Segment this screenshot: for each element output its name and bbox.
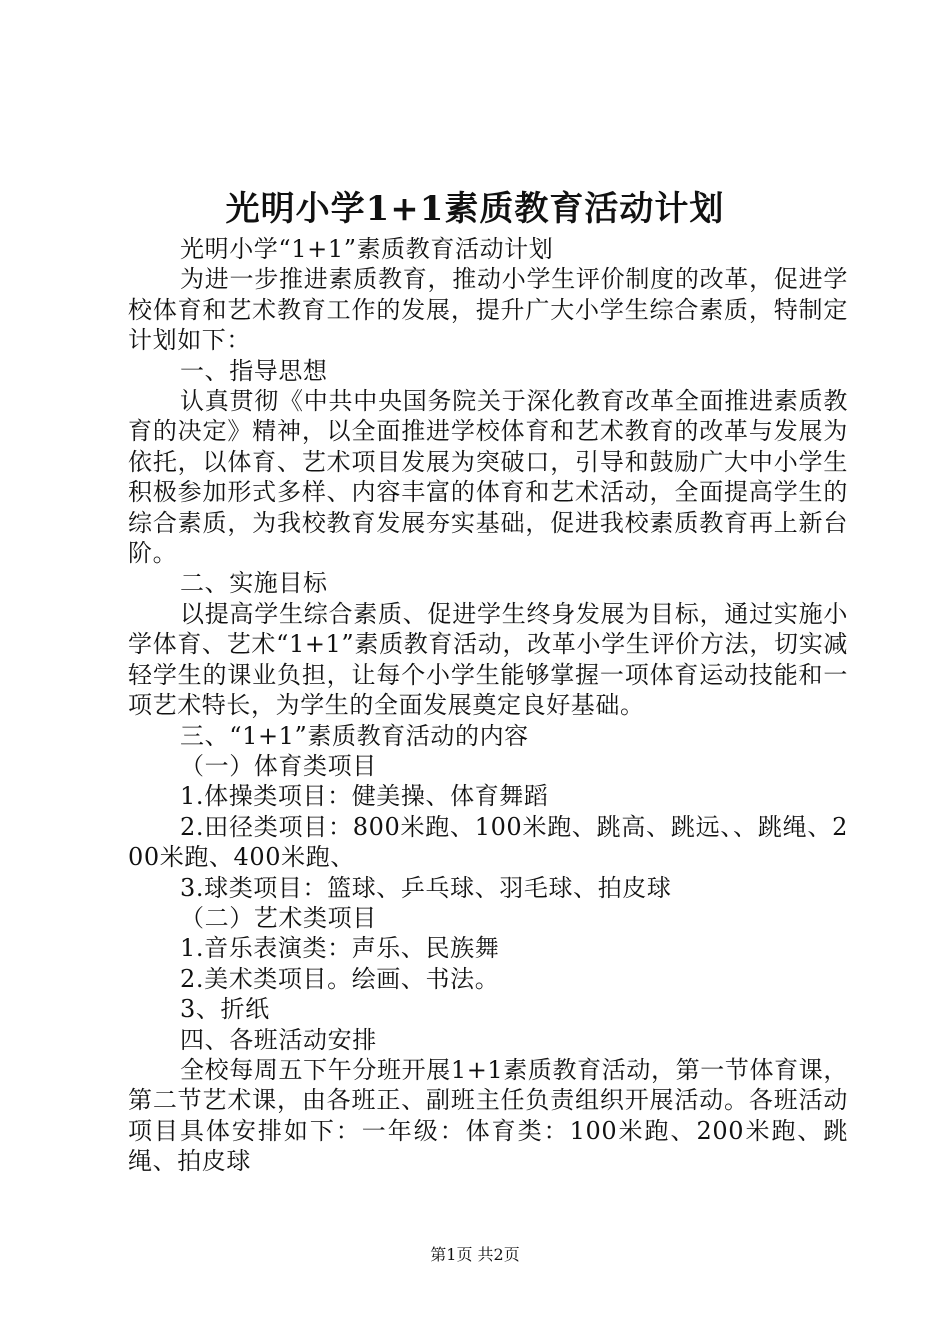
document-title: 光明小学1+1素质教育活动计划 bbox=[225, 189, 725, 229]
page-footer: 第1页 共2页 bbox=[430, 1245, 520, 1264]
section-heading-2: 二、实施目标 bbox=[180, 569, 328, 598]
intro-paragraph: 为进一步推进素质教育，推动小学生评价制度的改革，促进学校体育和艺术教育工作的发展，提升广大小学生综合素质，特制定计划如下： bbox=[128, 265, 848, 355]
class-schedule-paragraph: 全校每周五下午分班开展1+1素质教育活动，第一节体育课，第二节艺术课，由各班正、副班主任负责组织开展活动。各班活动项目具体安排如下：一年级：体育类：100米跑、200米跑、跳绳、拍皮球 bbox=[128, 1055, 848, 1176]
document-body bbox=[128, 234, 848, 1177]
subtitle-paragraph: 光明小学“1+1”素质教育活动计划 bbox=[180, 235, 554, 263]
section-heading-1: 一、指导思想 bbox=[180, 356, 328, 385]
section-heading-4: 四、各班活动安排 bbox=[180, 1025, 377, 1054]
list-item: 1.音乐表演类：声乐、民族舞 bbox=[180, 934, 500, 963]
list-item: 3.球类项目：篮球、乒乓球、羽毛球、拍皮球 bbox=[180, 873, 672, 902]
goals-paragraph: 以提高学生综合素质、促进学生终身发展为目标，通过实施小学体育、艺术“1+1”素质教育活动，改革小学生评价方法，切实减轻学生的课业负担，让每个小学生能够掌握一项体育运动技能和一项艺术特长，为学生的全面发展奠定良好基础。 bbox=[128, 599, 848, 720]
subsection-heading-arts: （二）艺术类项目 bbox=[180, 903, 377, 932]
section-heading-3: 三、“1+1”素质教育活动的内容 bbox=[180, 721, 529, 750]
guiding-ideology-paragraph: 认真贯彻《中共中央国务院关于深化教育改革全面推进素质教育的决定》精神，以全面推进学校体育和艺术教育的改革与发展为依托，以体育、艺术项目发展为突破口，引导和鼓励广大中小学生积极参加形式多样、内容丰富的体育和艺术活动，全面提高学生的综合素质，为我校教育发展夯实基础，促进我校素质教育再上新台阶。 bbox=[128, 387, 848, 568]
list-item: 2.美术类项目。绘画、书法。 bbox=[180, 964, 500, 993]
list-item: 3、折纸 bbox=[180, 995, 270, 1024]
list-item: 1.体操类项目：健美操、体育舞蹈 bbox=[180, 782, 549, 811]
list-item: 2.田径类项目：800米跑、100米跑、跳高、跳远、、跳绳、200米跑、400米跑、 bbox=[128, 812, 848, 872]
subsection-heading-sports: （一）体育类项目 bbox=[180, 751, 377, 780]
